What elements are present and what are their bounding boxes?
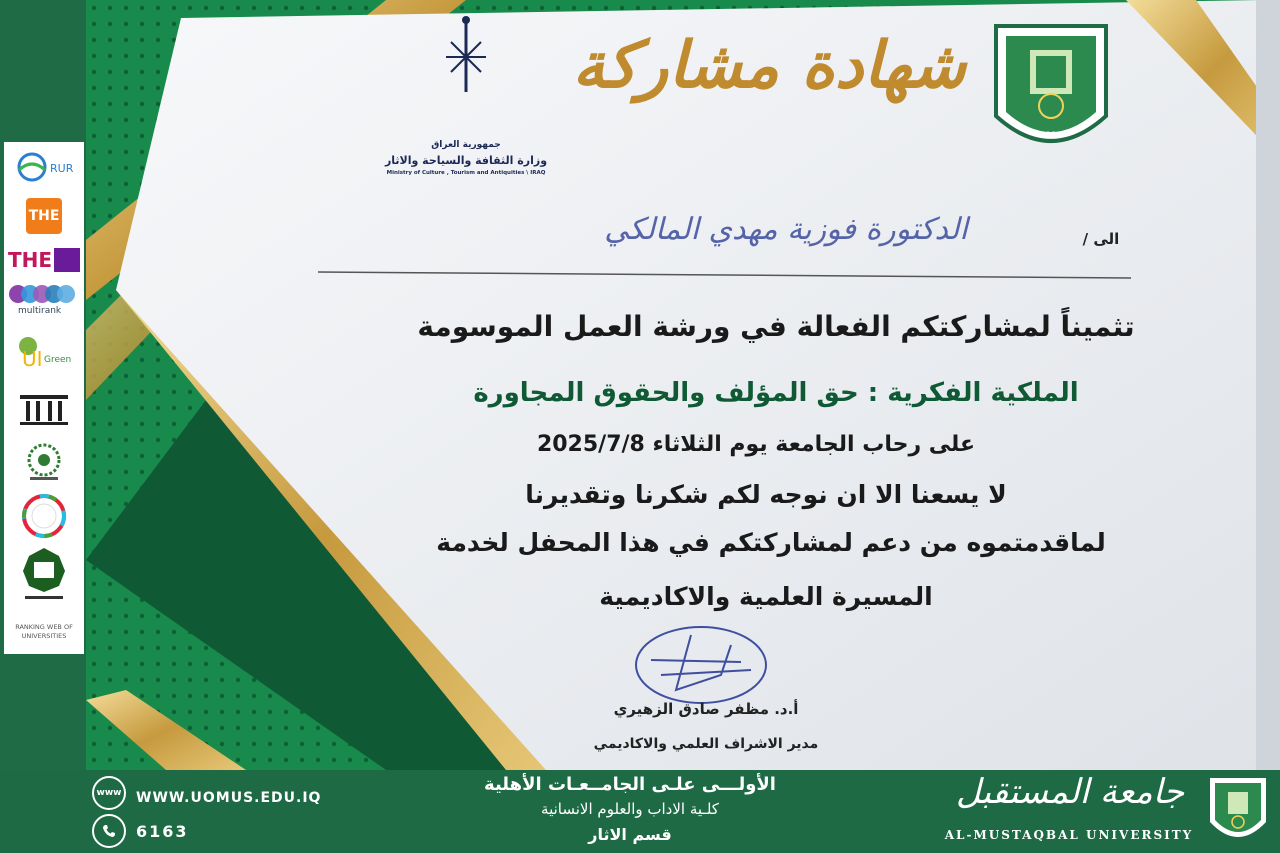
- signer-title: مدير الاشراف العلمي والاكاديمي: [593, 736, 819, 752]
- rur-logo: [8, 150, 80, 184]
- multirank-logo: [8, 282, 80, 316]
- sdg-logo: [8, 494, 80, 538]
- svg-text:2010: 2010: [1039, 131, 1063, 141]
- greenmetric-logo: [8, 334, 80, 374]
- footer-college: كلـية الاداب والعلوم الانسانية: [541, 800, 719, 818]
- ministry-name-en: Ministry of Culture , Tourism and Antiquities \ IRAQ: [386, 170, 546, 176]
- certificate-line-4: لا يسعنا الا ان نوجه لكم شكرنا وتقديرنا: [525, 480, 1007, 509]
- svg-text:RUR: RUR: [50, 162, 74, 175]
- certificate-line-5: لماقدمتموه من دعم لمشاركتكم في هذا المحفل لخدمة: [436, 528, 1106, 557]
- to-label: الى /: [1082, 230, 1120, 248]
- webometrics-logo: RANKING WEB OF UNIVERSITIES: [15, 623, 73, 640]
- sidebar: [0, 0, 86, 770]
- ministry-logo-icon: [416, 12, 516, 112]
- ranking-logos-panel: [4, 142, 84, 654]
- phone-icon: [92, 814, 126, 848]
- phone-number[interactable]: 6163: [136, 822, 189, 841]
- certificate-heading: شهادة مشاركة: [572, 28, 966, 103]
- footer-slogan: الأولـــى علـى الجامــعـات الأهلية: [484, 774, 776, 795]
- arab-universities-logo: [8, 442, 80, 482]
- recipient-name: الدكتورة فوزية مهدي المالكي: [604, 212, 968, 247]
- svg-text:UI: UI: [22, 347, 43, 371]
- certificate-photo: [86, 0, 1280, 770]
- columns-logo: [8, 392, 80, 428]
- footer-bar: [0, 770, 1280, 853]
- footer-seal-icon: [1206, 774, 1270, 850]
- website-link[interactable]: WWW.UOMUS.EDU.IQ: [136, 790, 322, 806]
- svg-text:Green: Green: [44, 355, 72, 365]
- footer-university-ar: جامعة المستقبل: [955, 772, 1185, 812]
- www-icon: www: [92, 776, 126, 810]
- ministry-country: جمهورية العراق: [431, 140, 501, 150]
- ministry-name-ar: وزارة الثقافة والسياحة والاثار: [384, 154, 548, 167]
- svg-text:multirank: multirank: [18, 306, 62, 316]
- signer-name: أ.د. مظفر صادق الزهيري: [613, 700, 799, 718]
- footer-university-en: AL-MUSTAQBAL UNIVERSITY: [944, 828, 1194, 842]
- footer-department: قسم الاثار: [588, 825, 672, 844]
- the-impact-logo: THE: [8, 246, 80, 274]
- certificate-line-2: الملكية الفكرية : حق المؤلف والحقوق المجاورة: [473, 378, 1079, 408]
- certificate-line-1: تثميناً لمشاركتكم الفعالة في ورشة العمل الموسومة: [417, 310, 1135, 343]
- certificate-line-6: المسيرة العلمية والاكاديمية: [599, 582, 933, 611]
- signature-image: [631, 620, 781, 710]
- arab-engineers-logo: [8, 546, 80, 602]
- the-logo: THE: [8, 198, 80, 234]
- certificate-line-3: على رحاب الجامعة يوم الثلاثاء 2025/7/8: [536, 432, 976, 457]
- university-seal-icon: [986, 16, 1116, 174]
